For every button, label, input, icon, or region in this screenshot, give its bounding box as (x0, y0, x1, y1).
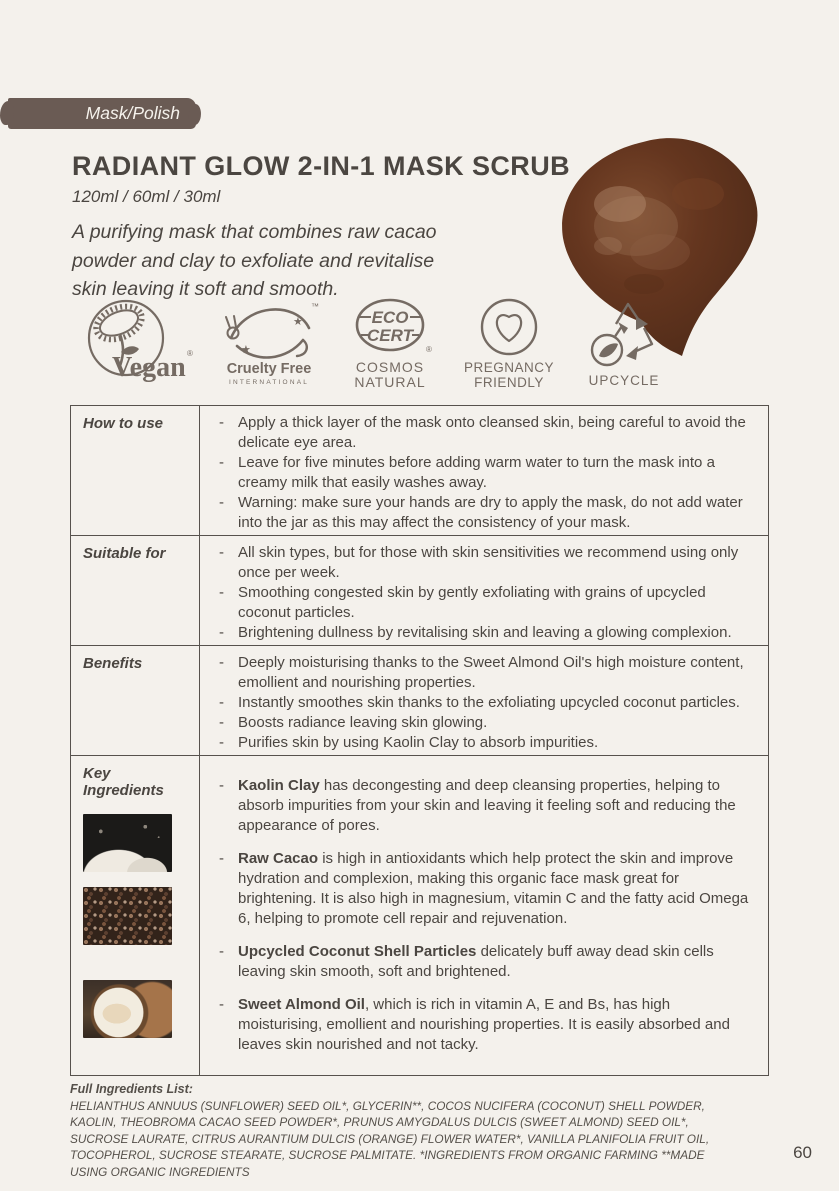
product-info-table (70, 405, 769, 1076)
bullet-item: - Purifies skin by using Kaolin Clay to absorb impurities. (214, 733, 756, 753)
bunny-star-icon: ★ (241, 344, 251, 356)
product-sizes: 120ml / 60ml / 30ml (72, 187, 221, 206)
pregnancy-friendly-badge-icon (459, 296, 559, 390)
ingredient-photos (83, 814, 172, 1038)
ecocert-label-bottom: CERT (367, 326, 413, 345)
page-title: RADIANT GLOW 2-IN-1 MASK SCRUB (72, 151, 570, 181)
ecocert-registered-mark: ® (426, 345, 432, 354)
table-row-key-ingredients (71, 755, 768, 1075)
ingredient-name: Upcycled Coconut Shell Particles (238, 943, 477, 960)
row-label-text: Key Ingredients (83, 765, 164, 799)
ingredient-name: Kaolin Clay (238, 777, 320, 794)
page-number: 60 (793, 1143, 812, 1162)
cruelty-free-sublabel: INTERNATIONAL (228, 379, 310, 386)
table-row-how-to-use (71, 406, 768, 535)
ingredient-name: Sweet Almond Oil (238, 996, 365, 1013)
row-content (200, 756, 768, 1075)
category-tag-label: Mask/Polish (85, 103, 180, 123)
full-ingredients-label: Full Ingredients List: (70, 1082, 193, 1096)
ingredient-name: Raw Cacao (238, 850, 319, 867)
key-ingredients-list (214, 776, 756, 1055)
ecocert-label-top: ECO (371, 308, 409, 327)
bullet-list (214, 413, 756, 533)
bullet-item: - Deeply moisturising thanks to the Sweet Almond Oil's high moisture content, emollient and nourishing properties. (214, 653, 756, 693)
certification-badges (74, 296, 666, 390)
pregnancy-label-2: FRIENDLY (474, 375, 544, 390)
bullet-item: - Instantly smoothes skin thanks to the exfoliating upcycled coconut particles. (214, 693, 756, 713)
cruelty-free-badge-icon (217, 296, 321, 390)
bullet-list (214, 653, 756, 753)
product-description: A purifying mask that combines raw cacao powder and clay to exfoliate and revitalise skin leaving it soft and smooth. (72, 221, 437, 300)
raw-cacao-photo (83, 887, 172, 945)
upcycle-badge-icon (580, 296, 666, 390)
row-label (71, 756, 200, 1075)
bullet-item: - Sweet Almond Oil, which is rich in vitamin A, E and Bs, has high moisturising, emollient and nourishing properties. It is easily absorbed and leaves skin nourished and not tacky. (214, 995, 756, 1055)
ecocert-sublabel-1: COSMOS (355, 359, 425, 375)
cruelty-free-tm-mark: ™ (311, 302, 319, 311)
row-content (200, 536, 768, 645)
pregnancy-label-1: PREGNANCY (463, 360, 555, 375)
bullet-item: - Raw Cacao is high in antioxidants which help protect the skin and improve hydration and complexion, making this organic face mask great for brightening. It is also high in magnesium, vitamin C and the fatty acid Omega 6, helping to promote cell repair and rejuvenation. (214, 849, 756, 929)
vegan-badge-label: Vegan (112, 352, 186, 383)
ecocert-badge-icon (342, 296, 438, 390)
product-info-section (70, 405, 769, 1180)
row-content (200, 646, 768, 755)
table-row-suitable-for (71, 535, 768, 645)
bunny-star2-icon: ★ (293, 316, 303, 328)
vegan-badge-icon (74, 296, 196, 390)
bullet-item: - Warning: make sure your hands are dry to apply the mask, do not add water into the jar as this may affect the consistency of your mask. (214, 493, 756, 533)
ecocert-sublabel-2: NATURAL (354, 374, 426, 390)
kaolin-clay-photo (83, 814, 172, 872)
full-ingredients-text: HELIANTHUS ANNUUS (SUNFLOWER) SEED OIL*, GLYCERIN**, COCOS NUCIFERA (COCONUT) SHELL POWDER, KAOLIN, THEOBROMA CACAO SEED POWDER*, PRUNUS AMYGDALUS DULCIS (SWEET ALMOND) SEED OIL*, SUCROSE LAURATE, CITRUS AURANTIUM DULCIS (ORANGE) FLOWER WATER*, VANILLA PLANIFOLIA FRUIT OIL, TOCOPHEROL, SUCROSE STEARATE, SUCROSE PALMITATE. *INGREDIENTS FROM ORGANIC FARMING **MADE USING ORGANIC INGREDIENTS (70, 1098, 710, 1179)
row-label: Suitable for (71, 536, 200, 645)
coconut-photo (83, 980, 172, 1038)
row-content (200, 406, 768, 535)
vegan-registered-mark: ® (187, 349, 193, 358)
table-row-benefits (71, 645, 768, 755)
row-label: Benefits (71, 646, 200, 755)
category-tag (8, 98, 196, 129)
bullet-list (214, 543, 756, 643)
bullet-item: - Boosts radiance leaving skin glowing. (214, 713, 756, 733)
bullet-item: - All skin types, but for those with skin sensitivities we recommend using only once per week. (214, 543, 756, 583)
bullet-item: - Smoothing congested skin by gently exfoliating with grains of upcycled coconut particles. (214, 583, 756, 623)
row-label: How to use (71, 406, 200, 535)
bullet-item: - Brightening dullness by revitalising skin and leaving a glowing complexion. (214, 623, 756, 643)
upcycle-label: UPCYCLE (588, 373, 660, 388)
bullet-item: - Kaolin Clay has decongesting and deep cleansing properties, helping to absorb impurities from your skin and leaving it feeling soft and reducing the appearance of pores. (214, 776, 756, 836)
cruelty-free-label: Cruelty Free (226, 361, 312, 377)
full-ingredients-block (70, 1081, 742, 1180)
bullet-item: - Upcycled Coconut Shell Particles delicately buff away dead skin cells leaving skin smooth, soft and brightened. (214, 942, 756, 982)
bullet-item: - Leave for five minutes before adding warm water to turn the mask into a creamy milk that easily washes away. (214, 453, 756, 493)
bullet-item: - Apply a thick layer of the mask onto cleansed skin, being careful to avoid the delicate eye area. (214, 413, 756, 453)
